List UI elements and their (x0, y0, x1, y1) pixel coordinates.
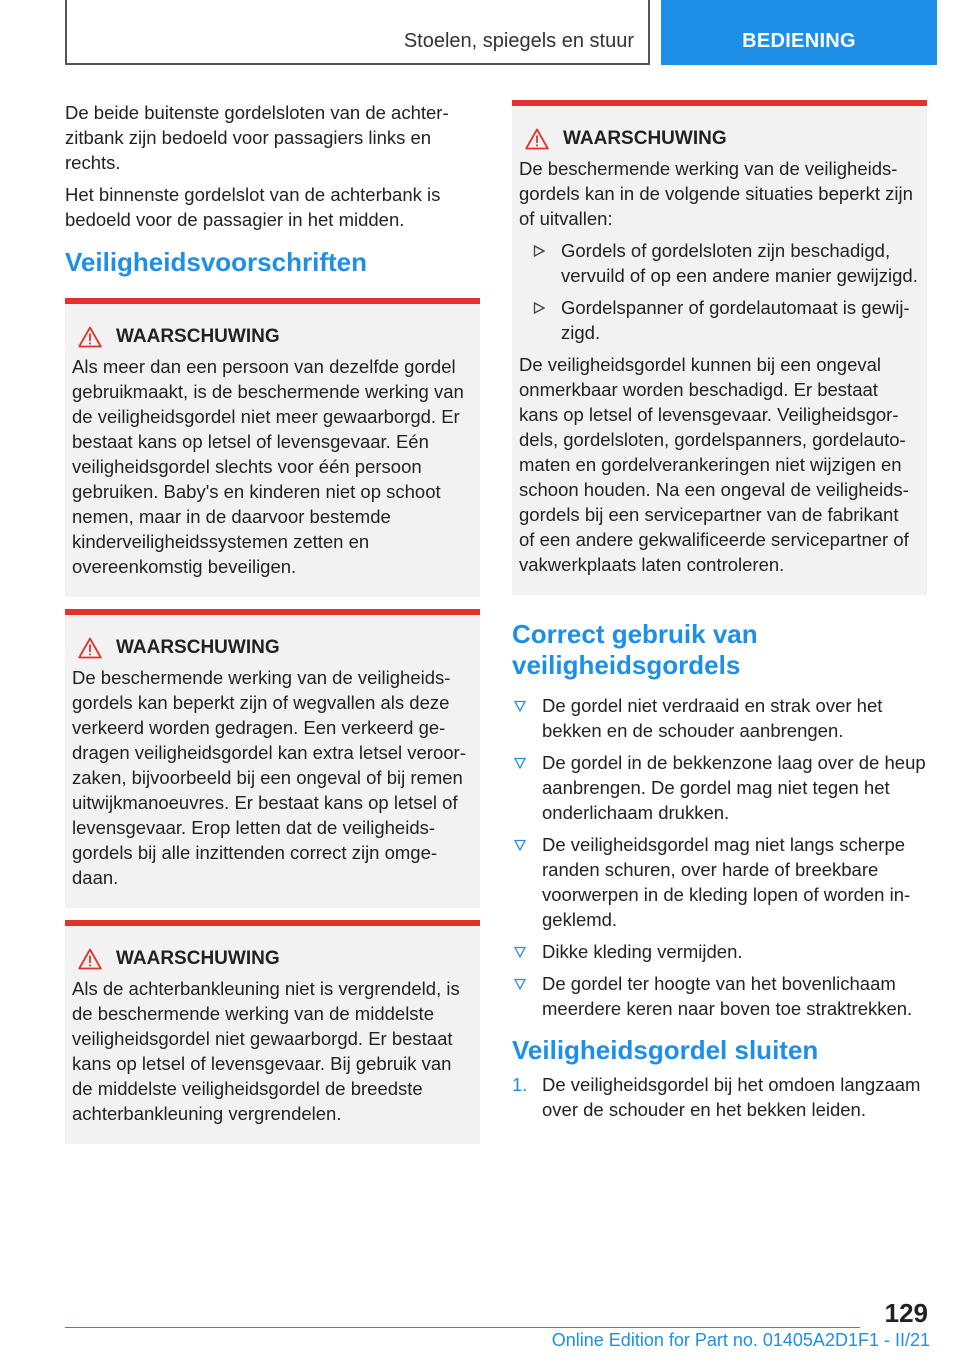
intro-paragraph-2: Het binnenste gordelslot van de achterbank is bedoeld voor de passagier in het midden. (65, 184, 441, 230)
step-item (512, 1072, 927, 1122)
list-item-text: De gordel ter hoogte van het bovenlichaam meerdere keren naar boven toe straktrekken. (542, 973, 913, 1019)
left-column (65, 100, 480, 1144)
steps-list (512, 1072, 927, 1122)
warning-box-4 (512, 100, 927, 595)
list-item-text: Gordelspanner of gordelautomaat is gewijzigd. (561, 297, 910, 343)
warning-intro: De beschermende werking van de veiligheidsgordels kan in de volgende situaties beperkt zijn of uitvallen: (519, 158, 913, 229)
warning-outro: De veiligheidsgordel kunnen bij een ongeval onmerkbaar worden beschadigd. Er bestaat kans op letsel of levensgevaar. Veiligheidsgordels, gordelsloten, gordelspanners, gordelautomaten en gordelverankeringen niet wijzigen en schoon houden. Na een ongeval de veiligheidsgordels bij een servicepartner van de fabrikant of een andere gekwalificeerde servicepartner of vakwerkplaats laten controleren. (519, 354, 909, 575)
section-heading-fasten: Veiligheidsgordel sluiten (512, 1035, 819, 1065)
warning-text: Als de achterbankleuning niet is vergrendeld, is de beschermende werking van de middelste veiligheidsgordel niet gewaarborgd. Er bestaat kans op letsel of levensgevaar. Bij gebruik van de middelste veiligheidsgordel de breedste achterbankleuning vergrendelen. (72, 978, 460, 1124)
triangle-bullet-icon (533, 245, 545, 257)
right-column (512, 100, 927, 1129)
heading-line-2: veiligheidsgordels (512, 650, 741, 680)
header-section-box (65, 0, 650, 65)
section-heading-safety: Veiligheidsvoorschriften (65, 247, 367, 277)
warning-triangle-icon (78, 948, 102, 970)
footer-edition-text: Online Edition for Part no. 01405A2D1F1 - II/21 (551, 1330, 930, 1350)
warning-text: De beschermende werking van de veiligheidsgordels kan beperkt zijn of wegvallen als deze verkeerd worden gedragen. Een verkeerd gedragen veiligheidsgordel kan extra letsel veroorzaken, bijvoorbeeld bij een ongeval of bij remen uitwijkmanoeuvres. Er bestaat kans op letsel of levensgevaar. Erop letten dat de veiligheidsgordels bij alle inzittenden correct zijn omgedaan. (72, 667, 466, 888)
list-item-text: De gordel niet verdraaid en strak over het bekken en de schouder aanbrengen. (542, 695, 883, 741)
list-item (512, 832, 927, 932)
triangle-bullet-icon (514, 978, 526, 990)
triangle-bullet-icon (514, 839, 526, 851)
list-item-text: Gordels of gordelsloten zijn beschadigd, vervuild of op een andere manier gewijzigd. (561, 240, 918, 286)
heading-line-1: Correct gebruik van (512, 619, 758, 649)
list-item (512, 939, 927, 964)
warning-triangle-icon (78, 326, 102, 348)
list-item (519, 295, 919, 345)
warning-triangle-icon (78, 637, 102, 659)
warning-triangle-icon (525, 128, 549, 150)
warning-box-1 (65, 298, 480, 597)
warning-box-2 (65, 609, 480, 908)
step-text: De veiligheidsgordel bij het omdoen langzaam over de schouder en het bekken leiden. (542, 1074, 921, 1120)
intro-paragraph-1: De beide buitenste gordelsloten van de achterzitbank zijn bedoeld voor passagiers links en rechts. (65, 102, 449, 173)
warning-label: WAARSCHUWING (116, 637, 280, 658)
list-item (512, 750, 927, 825)
triangle-bullet-icon (533, 302, 545, 314)
warning-label: WAARSCHUWING (116, 326, 280, 347)
footer-divider (65, 1327, 860, 1328)
warning-box-3 (65, 920, 480, 1144)
section-heading-correct-use (512, 619, 927, 681)
list-item-text: De veiligheidsgordel mag niet langs scherpe randen schuren, over harde of breekbare voorwerpen in de kleding lopen of worden ingeklemd. (542, 834, 911, 930)
list-item (512, 693, 927, 743)
warning-text: Als meer dan een persoon van dezelfde gordel gebruikmaakt, is de beschermende werking van de veiligheidsgordel niet meer gewaarborgd. Er bestaat kans op letsel of levensgevaar. Eén veiligheidsgordel slechts voor één persoon gebruiken. Baby's en kinderen niet op schoot nemen, maar in de daarvoor bestemde kinderveiligheidssystemen zetten en overeenkomstig beveiligen. (72, 356, 464, 577)
list-item (519, 238, 919, 288)
step-number: 1. (512, 1074, 528, 1095)
chapter-tab-label: BEDIENING (742, 30, 856, 52)
warning-label: WAARSCHUWING (116, 948, 280, 969)
triangle-bullet-icon (514, 946, 526, 958)
warning-label: WAARSCHUWING (563, 128, 727, 149)
warning-bullet-list (519, 238, 919, 345)
triangle-bullet-icon (514, 757, 526, 769)
section-title: Stoelen, spiegels en stuur (403, 30, 634, 52)
chapter-tab[interactable] (661, 0, 937, 65)
usage-bullet-list (512, 693, 927, 1021)
list-item (512, 971, 927, 1021)
list-item-text: De gordel in de bekkenzone laag over de heup aanbrengen. De gordel mag niet tegen het onderlichaam drukken. (542, 752, 926, 823)
page-number: 129 (884, 1298, 928, 1328)
triangle-bullet-icon (514, 700, 526, 712)
list-item-text: Dikke kleding vermijden. (542, 941, 743, 962)
